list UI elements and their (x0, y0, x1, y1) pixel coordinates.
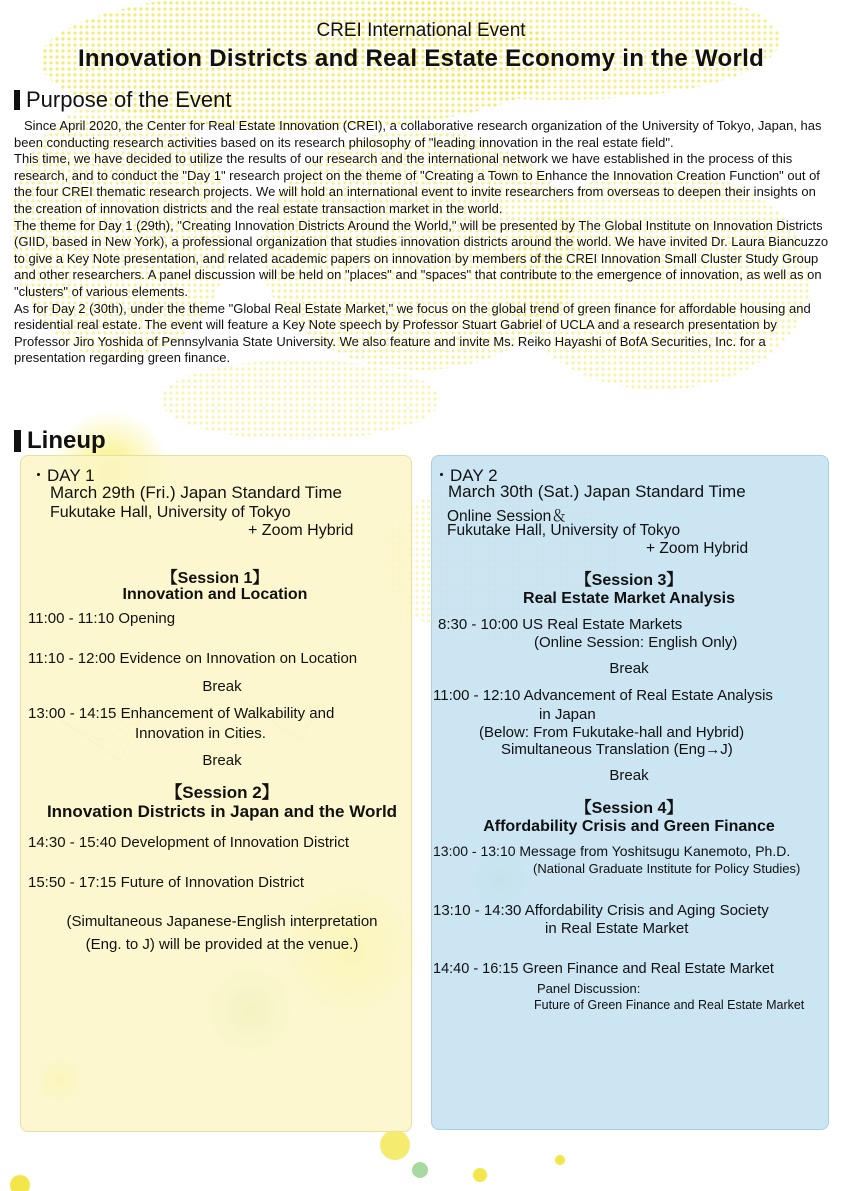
program-item: 11:00 - 12:10 Advancement of Real Estate Analysis (433, 687, 773, 704)
program-item-note: Panel Discussion: (537, 981, 641, 996)
heading-bar-icon (14, 90, 20, 110)
program-item-cont: Innovation in Cities. (135, 725, 266, 742)
purpose-paragraph: This time, we have decided to utilize the results of our research and the international network we have established in the process of this research, and to conduct the "Day 1" research project on the theme of "Creating a Town to Enhance the Innovation Creation Function" out of the four CREI thematic research projects. We will hold an international event to invite researchers from overseas to deepen their insights on the creation of innovation districts and the real estate transaction market in the world. (14, 151, 820, 216)
session1-label: 【Session 1】 (161, 570, 269, 587)
session1-title: Innovation and Location (122, 586, 308, 603)
break-label: Break (202, 752, 242, 769)
program-item: 15:50 - 17:15 Future of Innovation District (28, 874, 304, 891)
day2-venue: Online Session＆ (447, 508, 567, 525)
program-item: 11:10 - 12:00 Evidence on Innovation on Location (28, 650, 358, 667)
break-label: Break (609, 660, 649, 677)
event-title: Innovation Districts and Real Estate Economy in the World (77, 45, 765, 72)
purpose-paragraph: The theme for Day 1 (29th), "Creating Innovation Districts Around the World," will be presented by The Global Institute on Innovation Districts (GIID, based in New York), a professional organization that studies innovation districts around the world. We have invited Dr. Laura Biancuzzo to give a Key Note presentation, and related academic papers on innovation by members of the CREI Innovation Small Cluster Study Group and other researchers. A panel discussion will be held on "places" and "spaces" that contribute to the emergence of innovation, as well as on "clusters" of various elements. (14, 217, 829, 299)
program-item-note: (Below: From Fukutake-hall and Hybrid) (479, 724, 745, 741)
session3-title: Real Estate Market Analysis (523, 590, 735, 607)
program-item-cont: in Real Estate Market (545, 920, 689, 937)
lineup-heading (14, 427, 106, 455)
lineup-heading-text: Lineup (27, 427, 106, 454)
break-label: Break (202, 678, 242, 695)
day2-label: ・DAY 2 (433, 466, 498, 485)
purpose-body (14, 118, 832, 367)
program-item: 13:00 - 14:15 Enhancement of Walkability and (28, 705, 335, 722)
purpose-paragraph: Since April 2020, the Center for Real Estate Innovation (CREI), a collaborative research organization of the University of Tokyo, Japan, has been conducting research activities based on its research philosophy of "leading innovation in the real estate field". (14, 118, 822, 150)
day2-venue-hybrid: + Zoom Hybrid (646, 540, 749, 557)
purpose-heading-text: Purpose of the Event (26, 87, 232, 112)
program-item-cont: in Japan (539, 706, 596, 723)
day1-label: ・DAY 1 (30, 466, 95, 485)
day2-panel (431, 455, 829, 1130)
session2-title: Innovation Districts in Japan and the World (46, 802, 398, 821)
program-item-note: (Online Session: English Only) (534, 634, 738, 651)
interpretation-note: (Eng. to J) will be provided at the venue.) (85, 936, 359, 953)
program-item-note: Future of Green Finance and Real Estate Market (534, 998, 805, 1012)
interpretation-note: (Simultaneous Japanese-English interpretation (66, 913, 378, 930)
purpose-heading (14, 87, 231, 113)
program-item: 13:00 - 13:10 Message from Yoshitsugu Kanemoto, Ph.D. (433, 843, 791, 859)
break-label: Break (609, 767, 649, 784)
program-item: 14:40 - 16:15 Green Finance and Real Estate Market (433, 961, 774, 977)
program-item: 13:10 - 14:30 Affordability Crisis and Aging Society (433, 902, 769, 919)
session4-label: 【Session 4】 (575, 800, 683, 817)
heading-bar-icon (14, 430, 21, 452)
program-item-note: Simultaneous Translation (Eng→J) (501, 741, 733, 758)
program-item: 8:30 - 10:00 US Real Estate Markets (438, 616, 683, 633)
program-item: 11:00 - 11:10 Opening (28, 610, 176, 627)
day1-date: March 29th (Fri.) Japan Standard Time (50, 483, 342, 502)
event-subtitle: CREI International Event (316, 20, 526, 41)
program-item: 14:30 - 15:40 Development of Innovation District (28, 834, 350, 851)
day1-venue: Fukutake Hall, University of Tokyo (50, 504, 291, 521)
session2-label: 【Session 2】 (165, 783, 279, 802)
day1-venue-hybrid: + Zoom Hybrid (248, 522, 354, 539)
purpose-paragraph: As for Day 2 (30th), under the theme "Global Real Estate Market," we focus on the global trend of green finance for affordable housing and residential real estate. The event will feature a Key Note speech by Professor Stuart Gabriel of UCLA and a research presentation by Professor Jiro Yoshida of Pennsylvania State University. We also feature and invite Ms. Reiko Hayashi of BofA Securities, Inc. for a presentation regarding green finance. (14, 300, 811, 366)
session3-label: 【Session 3】 (575, 572, 683, 589)
session4-title: Affordability Crisis and Green Finance (483, 818, 775, 835)
program-item-note: (National Graduate Institute for Policy Studies) (533, 861, 801, 876)
day2-date: March 30th (Sat.) Japan Standard Time (448, 482, 746, 501)
day2-venue: Fukutake Hall, University of Tokyo (447, 522, 681, 539)
